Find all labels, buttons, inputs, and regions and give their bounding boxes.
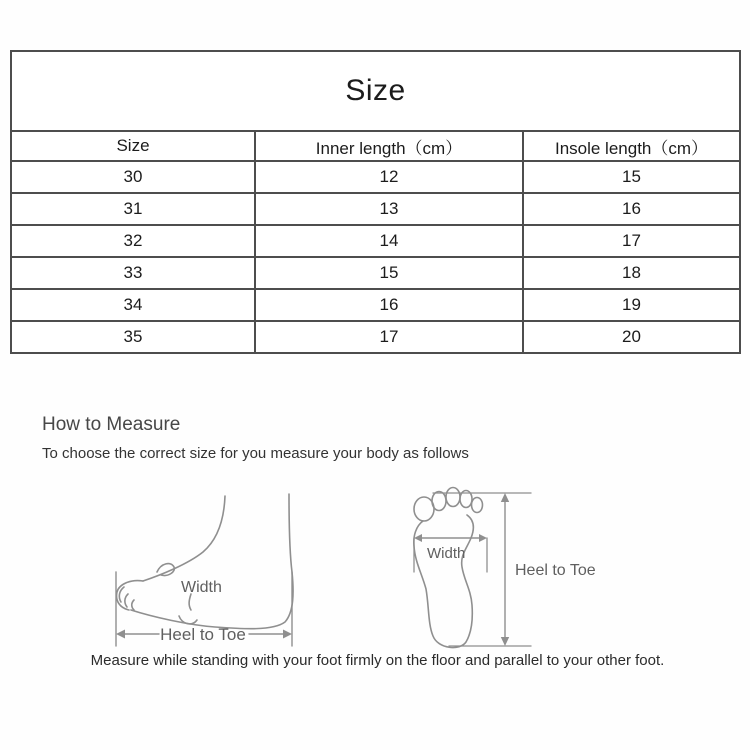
heel-to-toe-label: Heel to Toe	[515, 562, 596, 579]
cell-insole-length: 20	[523, 321, 740, 353]
size-chart-table	[10, 50, 741, 354]
column-header-inner-length: Inner length（cm）	[255, 131, 523, 161]
foot-sole-view-diagram	[403, 476, 603, 664]
cell-insole-length: 19	[523, 289, 740, 321]
column-header-size: Size	[11, 131, 255, 161]
table-row	[11, 193, 740, 225]
table-row	[11, 225, 740, 257]
how-to-measure-heading: How to Measure	[42, 414, 181, 435]
width-label: Width	[427, 545, 466, 562]
cell-insole-length: 16	[523, 193, 740, 225]
table-row	[11, 161, 740, 193]
cell-size: 33	[11, 257, 255, 289]
arrow-down-icon	[501, 637, 509, 646]
table-row	[11, 257, 740, 289]
table-row	[11, 321, 740, 353]
cell-size: 34	[11, 289, 255, 321]
table-title-row	[11, 51, 740, 131]
measure-caption: Measure while standing with your foot firmly on the floor and parallel to your other foot.	[90, 652, 665, 669]
cell-inner-length: 17	[255, 321, 523, 353]
cell-insole-length: 15	[523, 161, 740, 193]
cell-inner-length: 13	[255, 193, 523, 225]
table-title: Size	[11, 51, 740, 131]
cell-size: 31	[11, 193, 255, 225]
cell-insole-length: 17	[523, 225, 740, 257]
width-label: Width	[181, 579, 222, 596]
cell-size: 35	[11, 321, 255, 353]
table-row	[11, 289, 740, 321]
arrow-left-icon	[116, 630, 125, 639]
arrow-up-icon	[501, 493, 509, 502]
column-header-insole-length: Insole length（cm）	[523, 131, 740, 161]
cell-inner-length: 15	[255, 257, 523, 289]
foot-side-view-diagram	[103, 488, 313, 656]
arrow-right-icon	[283, 630, 292, 639]
heel-to-toe-label: Heel to Toe	[160, 625, 246, 644]
cell-insole-length: 18	[523, 257, 740, 289]
how-to-measure-subtitle: To choose the correct size for you measure your body as follows	[42, 445, 469, 462]
cell-inner-length: 12	[255, 161, 523, 193]
arrow-right-icon	[479, 534, 487, 542]
cell-size: 30	[11, 161, 255, 193]
cell-size: 32	[11, 225, 255, 257]
cell-inner-length: 14	[255, 225, 523, 257]
table-header-row	[11, 131, 740, 161]
cell-inner-length: 16	[255, 289, 523, 321]
